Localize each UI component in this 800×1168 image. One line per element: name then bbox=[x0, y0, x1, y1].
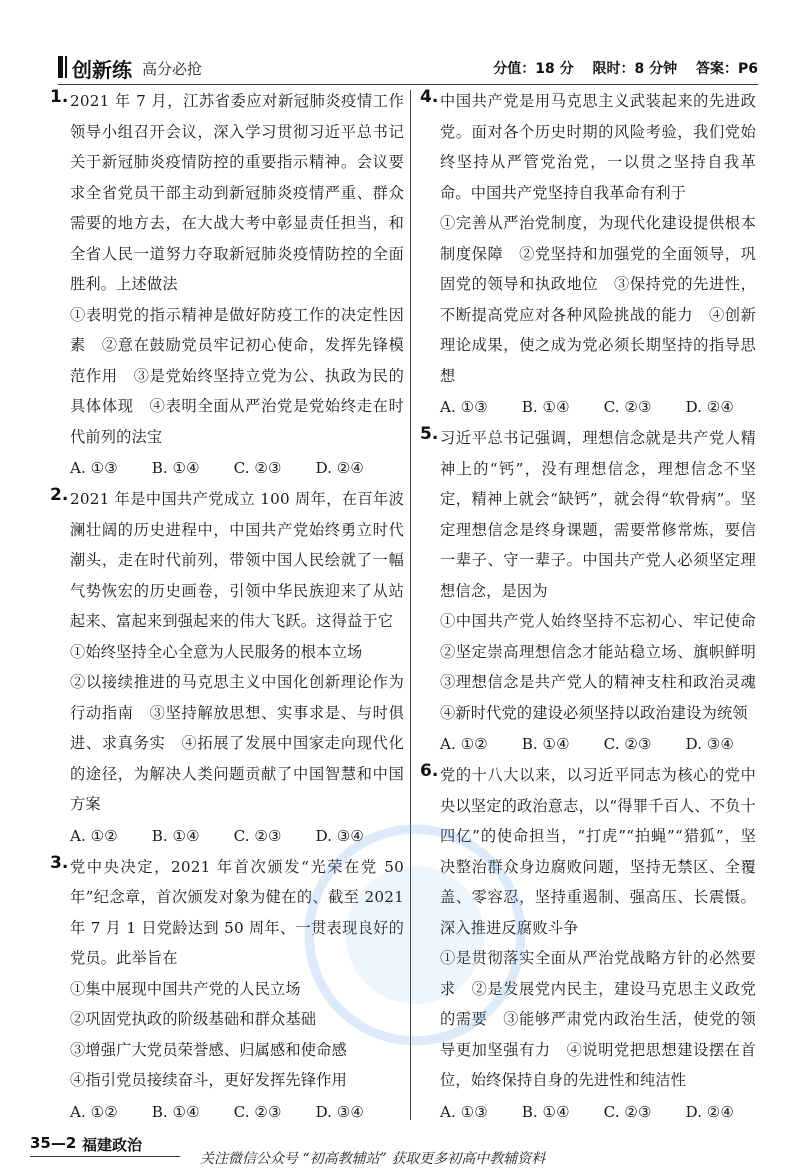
choice-c[interactable]: C. ②③ bbox=[233, 1102, 282, 1121]
right-column bbox=[420, 86, 772, 1128]
choice-a[interactable]: A. ①② bbox=[70, 1102, 118, 1121]
question-number: 6. bbox=[420, 761, 439, 781]
question-statements: ①是贯彻落实全面从严治党战略方针的必然要求 ②是发展党内民主，建设马克思主义政党的需要 ③能够严肃党内政治生活，使党的领导更加坚强有力 ④说明党把思想建设摆在首位，始终保持自身的先进性和纯洁性 bbox=[440, 949, 756, 1089]
exercise-meta bbox=[479, 58, 758, 78]
footer-rule bbox=[30, 1156, 180, 1157]
question-stem: 2021 年 7 月，江苏省委应对新冠肺炎疫情工作领导小组召开会议，深入学习贯彻习近平总书记关于新冠肺炎疫情防控的重要指示精神。会议要求全省党员干部主动到新冠肺炎疫情严重、群众需要的地方去，在大战大考中彰显责任担当，和全省人民一道努力夺取新冠肺炎疫情防控的全面胜利。上述做法 bbox=[70, 92, 404, 293]
statement-line: ②以接续推进的马克思主义中国化创新理论作为行动指南 ③坚持解放思想、实事求是、与时俱进、求真务实 ④拓展了发展中国家走向现代化的途径，为解决人类问题贡献了中国智慧和中国方案 bbox=[70, 673, 404, 813]
choice-b[interactable]: B. ①④ bbox=[521, 1102, 570, 1121]
choice-b[interactable]: B. ①④ bbox=[151, 459, 200, 477]
choice-d[interactable]: D. ②④ bbox=[685, 398, 734, 416]
question-statements: ①中国共产党人始终坚持不忘初心、牢记使命 ②坚定崇高理想信念才能站稳立场、旗帜鲜明 ③理想信念是共产党人的精神支柱和政治灵魂 ④新时代党的建设必须坚持以政治建设为统领 bbox=[440, 612, 772, 722]
choice-d[interactable]: D. ②④ bbox=[315, 459, 364, 477]
answer-choices bbox=[50, 452, 364, 484]
statement-line: ④指引党员接续奋斗，更好发挥先锋作用 bbox=[70, 1071, 347, 1089]
section-title: 创新练 bbox=[72, 58, 132, 82]
question-number: 5. bbox=[420, 424, 439, 444]
question-number: 1. bbox=[50, 87, 69, 107]
page-footer bbox=[0, 1120, 800, 1167]
question-3 bbox=[50, 852, 404, 1128]
question-4 bbox=[420, 86, 756, 423]
statement-line: ②巩固党执政的阶级基础和群众基础 bbox=[70, 1010, 317, 1028]
answer-choices bbox=[420, 728, 734, 760]
question-stem: 党的十八大以来，以习近平同志为核心的党中央以坚定的政治意志，以“得罪千百人、不负十四亿”的使命担当，“打虎”“拍蝇”“猎狐”，坚决整治群众身边腐败问题，坚持无禁区、全覆盖、零容忍，坚持重遏制、强高压、长震慑。深入推进反腐败斗争 bbox=[440, 766, 756, 937]
page-subject: 福建政治 bbox=[82, 1136, 143, 1154]
question-number: 4. bbox=[420, 87, 439, 107]
question-statements: ①表明党的指示精神是做好防疫工作的决定性因素 ②意在鼓励党员牢记初心使命，发挥先锋模范作用 ③是党始终坚持立党为公、执政为民的具体体现 ④表明全面从严治党是党始终走在时代前列的法宝 bbox=[70, 305, 404, 446]
question-stem: 习近平总书记强调，理想信念就是共产党人精神上的“钙”，没有理想信念，理想信念不坚定，精神上就会“缺钙”，就会得“软骨病”。坚定理想信念是终身课题，需要常修常炼，要信一辈子、守一辈子。中国共产党人必须坚定理想信念，是因为 bbox=[440, 429, 756, 600]
answer-choices bbox=[50, 820, 364, 852]
choice-a[interactable]: A. ①② bbox=[70, 826, 118, 845]
statement-line: ①集中展现中国共产党的人民立场 bbox=[70, 979, 301, 998]
choice-b[interactable]: B. ①④ bbox=[151, 1102, 200, 1121]
answer-ref-label: 答案：P6 bbox=[695, 61, 758, 77]
choice-c[interactable]: C. ②③ bbox=[603, 398, 652, 416]
choice-c[interactable]: C. ②③ bbox=[233, 459, 282, 477]
choice-d[interactable]: D. ③④ bbox=[315, 1102, 364, 1121]
brand-bar-thin-icon bbox=[65, 56, 67, 78]
statement-line: ①始终坚持全心全意为人民服务的根本立场 bbox=[70, 642, 363, 661]
question-statements: ①完善从严治党制度，为现代化建设提供根本制度保障 ②党坚持和加强党的全面领导，巩固党的领导和执政地位 ③保持党的先进性，不断提高党应对各种风险挑战的能力 ④创新理论成果，使之成为党必须长期坚持的指导思想 bbox=[440, 214, 756, 385]
question-stem: 中国共产党是用马克思主义武装起来的先进政党。面对各个历史时期的风险考验，我们党始终坚持从严管党治党，一以贯之坚持自我革命。中国共产党坚持自我革命有利于 bbox=[440, 92, 756, 202]
question-1 bbox=[50, 86, 404, 484]
section-subtitle: 高分必抢 bbox=[142, 60, 203, 78]
score-label: 分值：18 分 bbox=[493, 61, 574, 77]
left-column bbox=[50, 86, 404, 1128]
question-number: 3. bbox=[50, 852, 69, 873]
choice-a[interactable]: A. ①③ bbox=[440, 398, 488, 416]
question-stem: 党中央决定，2021 年首次颁发“光荣在党 50 年”纪念章，首次颁发对象为健在的、截至 2021 年 7 月 1 日党龄达到 50 周年、一贯表现良好的党员。此举旨在 bbox=[70, 857, 404, 967]
statement-line: ③增强广大党员荣誉感、归属感和使命感 bbox=[70, 1040, 347, 1059]
column-divider bbox=[410, 90, 411, 1120]
page-header bbox=[58, 50, 758, 85]
choice-d[interactable]: D. ②④ bbox=[685, 1102, 734, 1121]
brand-bar-icon bbox=[58, 56, 63, 78]
choice-d[interactable]: D. ③④ bbox=[685, 735, 734, 753]
question-number: 2. bbox=[50, 485, 69, 505]
choice-d[interactable]: D. ③④ bbox=[315, 826, 364, 845]
choice-b[interactable]: B. ①④ bbox=[521, 735, 570, 753]
footer-note: 关注微信公众号 “初高教辅站” 获取更多初高中教辅资料 bbox=[200, 1151, 546, 1167]
page-number: 35—2 bbox=[30, 1134, 77, 1152]
choice-a[interactable]: A. ①② bbox=[440, 735, 488, 753]
question-5 bbox=[420, 423, 772, 760]
choice-c[interactable]: C. ②③ bbox=[603, 1102, 652, 1121]
choice-b[interactable]: B. ①④ bbox=[521, 398, 570, 416]
choice-a[interactable]: A. ①③ bbox=[440, 1102, 488, 1121]
question-2 bbox=[50, 484, 404, 852]
time-limit-label: 限时：8 分钟 bbox=[592, 61, 678, 77]
choice-c[interactable]: C. ②③ bbox=[603, 735, 652, 753]
question-6 bbox=[420, 760, 756, 1128]
choice-a[interactable]: A. ①③ bbox=[70, 459, 118, 477]
question-stem: 2021 年是中国共产党成立 100 周年，在百年波澜壮阔的历史进程中，中国共产党始终勇立时代潮头，走在时代前列，带领中国人民绘就了一幅气势恢宏的历史画卷，引领中华民族迎来了从站起来、富起来到强起来的伟大飞跃。这得益于它 bbox=[70, 490, 404, 630]
answer-choices bbox=[420, 391, 734, 423]
choice-b[interactable]: B. ①④ bbox=[151, 826, 200, 845]
choice-c[interactable]: C. ②③ bbox=[233, 826, 282, 845]
